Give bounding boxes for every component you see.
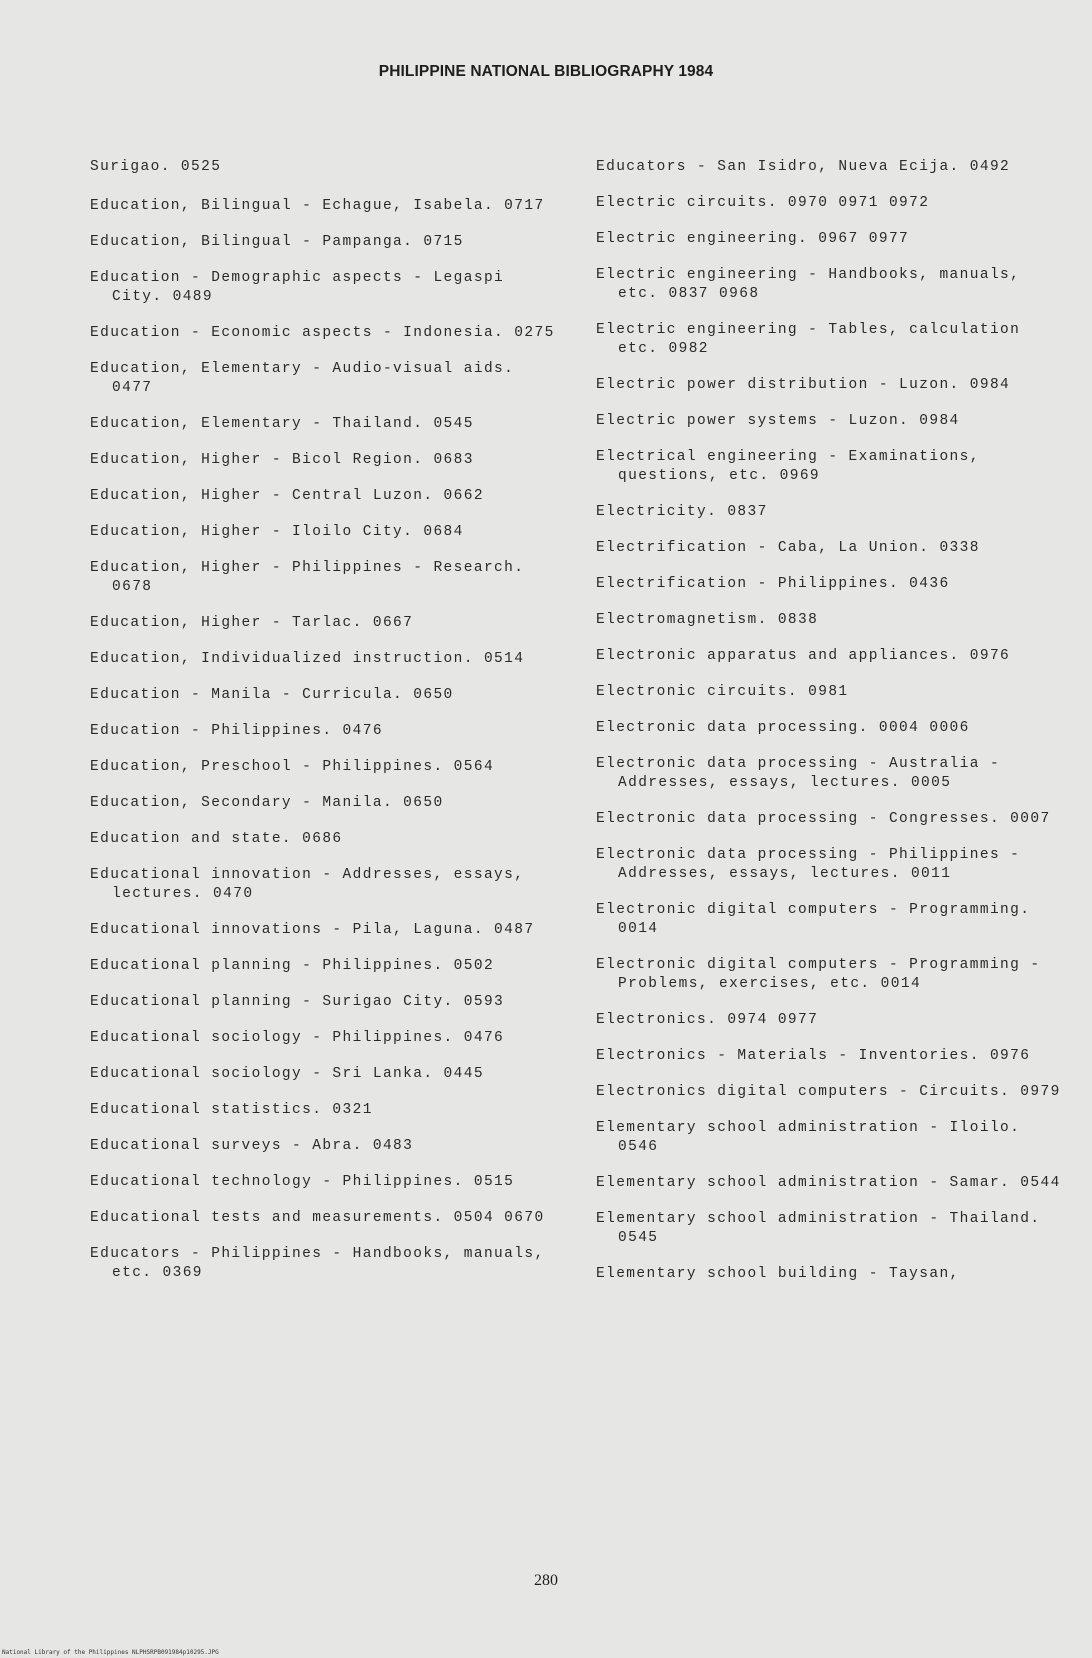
index-entry: Electric engineering. 0967 0977 bbox=[596, 231, 910, 247]
index-entry: Electronics digital computers - Circuits. 0979 bbox=[596, 1084, 1061, 1100]
index-entry: Electronic data processing - Australia - Addresses, essays, lectures. 0005 bbox=[596, 756, 1011, 791]
page-number: 280 bbox=[534, 1572, 558, 1589]
index-entry: Education, Individualized instruction. 0514 bbox=[90, 651, 525, 667]
index-entry: Education, Higher - Iloilo City. 0684 bbox=[90, 524, 464, 540]
index-entry: Education, Higher - Bicol Region. 0683 bbox=[90, 452, 474, 468]
index-entry: Education, Higher - Philippines - Research. 0678 bbox=[90, 560, 535, 595]
index-entry: Educational innovation - Addresses, essays, lectures. 0470 bbox=[90, 867, 535, 902]
index-entry: Educators - San Isidro, Nueva Ecija. 0492 bbox=[596, 159, 1011, 175]
index-entry: Electrification - Philippines. 0436 bbox=[596, 576, 950, 592]
index-column-right bbox=[596, 158, 1066, 1284]
index-entry: Educators - Philippines - Handbooks, manuals, etc. 0369 bbox=[90, 1246, 555, 1281]
index-entry: Education - Demographic aspects - Legaspi City. 0489 bbox=[90, 270, 515, 305]
index-entry: Education, Higher - Tarlac. 0667 bbox=[90, 615, 414, 631]
index-entry: Education, Elementary - Thailand. 0545 bbox=[90, 416, 474, 432]
index-entry: Education, Secondary - Manila. 0650 bbox=[90, 795, 444, 811]
index-entry: Electronic apparatus and appliances. 0976 bbox=[596, 648, 1011, 664]
index-entry: Elementary school administration - Iloilo. 0546 bbox=[596, 1120, 1031, 1155]
index-entry: Educational statistics. 0321 bbox=[90, 1102, 373, 1118]
index-entry: Electronics. 0974 0977 bbox=[596, 1012, 819, 1028]
index-entry: Educational sociology - Philippines. 0476 bbox=[90, 1030, 505, 1046]
index-entry: Educational planning - Philippines. 0502 bbox=[90, 958, 495, 974]
index-entry: Education, Bilingual - Echague, Isabela. 0717 bbox=[90, 198, 545, 214]
index-entry: Education - Manila - Curricula. 0650 bbox=[90, 687, 454, 703]
index-entry: Education, Bilingual - Pampanga. 0715 bbox=[90, 234, 464, 250]
page-title: PHILIPPINE NATIONAL BIBLIOGRAPHY 1984 bbox=[378, 63, 714, 80]
index-entry: Educational planning - Surigao City. 0593 bbox=[90, 994, 505, 1010]
index-entry: Electronic digital computers - Programming. 0014 bbox=[596, 902, 1041, 937]
index-entry: Electronics - Materials - Inventories. 0976 bbox=[596, 1048, 1031, 1064]
index-entry: Education, Higher - Central Luzon. 0662 bbox=[90, 488, 484, 504]
index-entry: Electronic data processing - Congresses. 0007 bbox=[596, 811, 1051, 827]
index-entry: Elementary school administration - Thailand. 0545 bbox=[596, 1211, 1051, 1246]
index-entry: Education - Economic aspects - Indonesia. 0275 bbox=[90, 325, 555, 341]
index-entry: Educational technology - Philippines. 0515 bbox=[90, 1174, 515, 1190]
scan-credit: National Library of the Philippines NLPHSRPB091984p10295.JPG bbox=[2, 1649, 219, 1656]
index-entry: Electronic data processing - Philippines - Addresses, essays, lectures. 0011 bbox=[596, 847, 1031, 882]
index-entry: Education and state. 0686 bbox=[90, 831, 343, 847]
index-entry: Education, Elementary - Audio-visual aids. 0477 bbox=[90, 361, 525, 396]
index-entry: Educational surveys - Abra. 0483 bbox=[90, 1138, 414, 1154]
index-entry: Electric power systems - Luzon. 0984 bbox=[596, 413, 960, 429]
index-entry: Education, Preschool - Philippines. 0564 bbox=[90, 759, 495, 775]
index-entry: Surigao. 0525 bbox=[90, 159, 222, 175]
index-entry: Electrical engineering - Examinations, questions, etc. 0969 bbox=[596, 449, 990, 484]
index-entry: Electricity. 0837 bbox=[596, 504, 768, 520]
index-entry: Electric engineering - Tables, calculation etc. 0982 bbox=[596, 322, 1031, 357]
index-entry: Electric power distribution - Luzon. 0984 bbox=[596, 377, 1011, 393]
index-entry: Education - Philippines. 0476 bbox=[90, 723, 383, 739]
index-entry: Electronic data processing. 0004 0006 bbox=[596, 720, 970, 736]
index-entry: Electromagnetism. 0838 bbox=[596, 612, 819, 628]
index-entry: Electrification - Caba, La Union. 0338 bbox=[596, 540, 980, 556]
index-entry: Educational sociology - Sri Lanka. 0445 bbox=[90, 1066, 484, 1082]
index-entry: Educational tests and measurements. 0504 0670 bbox=[90, 1210, 545, 1226]
index-entry: Electric engineering - Handbooks, manuals, etc. 0837 0968 bbox=[596, 267, 1031, 302]
index-entry: Elementary school building - Taysan, bbox=[596, 1266, 960, 1282]
index-entry: Educational innovations - Pila, Laguna. 0487 bbox=[90, 922, 535, 938]
index-entry: Electronic digital computers - Programming - Problems, exercises, etc. 0014 bbox=[596, 957, 1051, 992]
index-column-left bbox=[90, 158, 560, 1283]
index-entry: Electric circuits. 0970 0971 0972 bbox=[596, 195, 930, 211]
index-entry: Elementary school administration - Samar. 0544 bbox=[596, 1175, 1061, 1191]
index-entry: Electronic circuits. 0981 bbox=[596, 684, 849, 700]
